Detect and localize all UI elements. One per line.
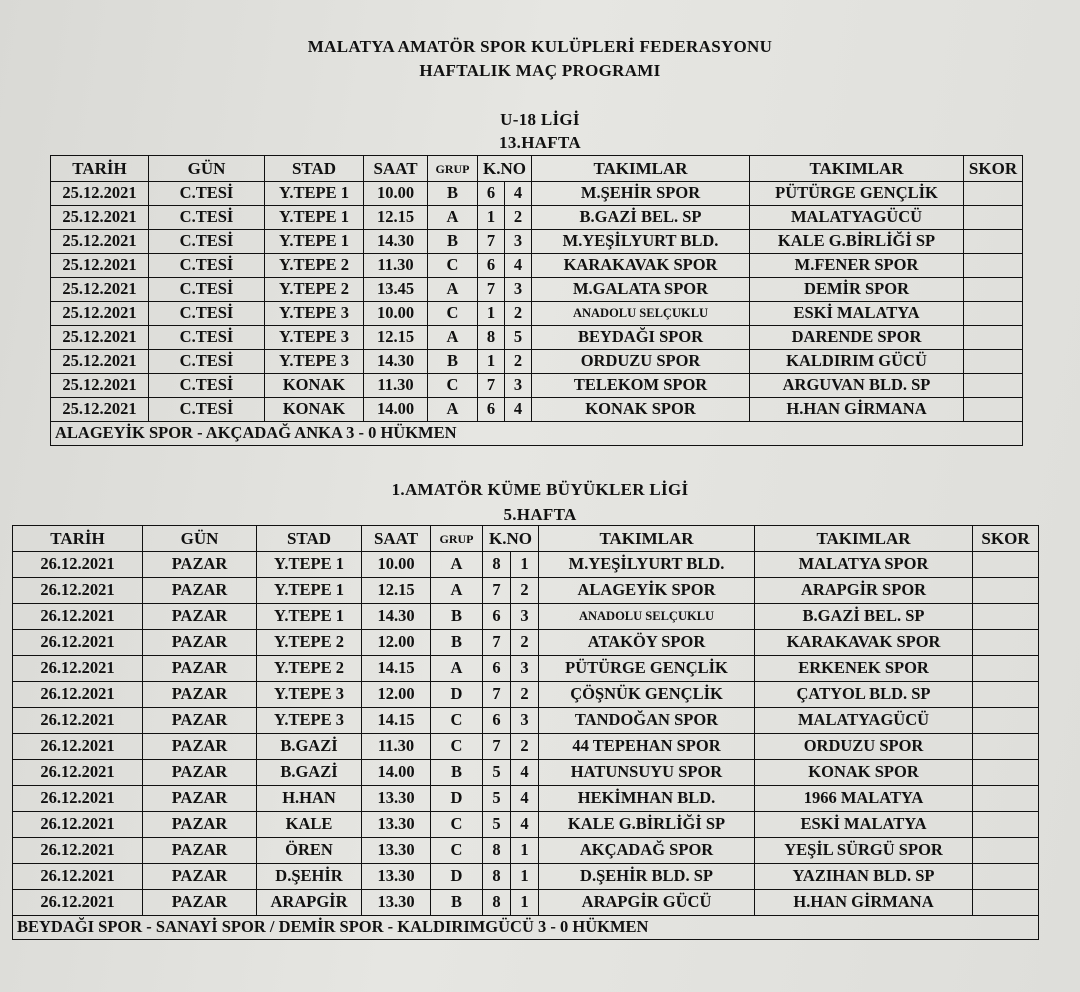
cell-group: B: [428, 182, 478, 206]
program-title: HAFTALIK MAÇ PROGRAMI: [419, 61, 661, 80]
cell-stadium: Y.TEPE 1: [265, 182, 364, 206]
cell-home-team: AKÇADAĞ SPOR: [539, 838, 755, 864]
cell-kno-a: 6: [478, 182, 505, 206]
cell-home-team: M.ŞEHİR SPOR: [532, 182, 750, 206]
cell-away-team: PÜTÜRGE GENÇLİK: [750, 182, 964, 206]
cell-away-team: H.HAN GİRMANA: [750, 398, 964, 422]
cell-score: [964, 302, 1023, 326]
cell-stadium: KONAK: [265, 398, 364, 422]
cell-away-team: KONAK SPOR: [755, 760, 973, 786]
match-row: [13, 630, 1039, 656]
cell-score: [973, 760, 1039, 786]
cell-kno-a: 6: [478, 398, 505, 422]
cell-time: 13.30: [362, 812, 431, 838]
u18-week-title: 13.HAFTA: [499, 133, 581, 152]
cell-score: [964, 374, 1023, 398]
col-takimlar-away: TAKIMLAR: [755, 526, 973, 552]
match-row: [13, 682, 1039, 708]
cell-kno-b: 3: [511, 708, 539, 734]
match-row: [13, 578, 1039, 604]
cell-day: PAZAR: [143, 682, 257, 708]
cell-stadium: ÖREN: [257, 838, 362, 864]
senior-header-row: [13, 526, 1039, 552]
cell-time: 10.00: [362, 552, 431, 578]
col-takimlar-home: TAKIMLAR: [532, 156, 750, 182]
cell-stadium: Y.TEPE 3: [265, 350, 364, 374]
cell-group: A: [428, 326, 478, 350]
cell-score: [973, 708, 1039, 734]
match-row: [13, 838, 1039, 864]
cell-kno-b: 3: [511, 604, 539, 630]
col-tarih: TARİH: [13, 526, 143, 552]
cell-date: 26.12.2021: [13, 682, 143, 708]
cell-score: [973, 890, 1039, 916]
match-row: [51, 302, 1023, 326]
cell-away-team: YAZIHAN BLD. SP: [755, 864, 973, 890]
cell-group: B: [431, 890, 483, 916]
cell-away-team: ORDUZU SPOR: [755, 734, 973, 760]
cell-day: C.TESİ: [149, 182, 265, 206]
cell-day: PAZAR: [143, 552, 257, 578]
cell-time: 12.15: [364, 326, 428, 350]
cell-kno-a: 7: [478, 278, 505, 302]
cell-score: [973, 656, 1039, 682]
cell-away-team: ARGUVAN BLD. SP: [750, 374, 964, 398]
cell-stadium: Y.TEPE 2: [257, 656, 362, 682]
cell-day: C.TESİ: [149, 254, 265, 278]
federation-title: MALATYA AMATÖR SPOR KULÜPLERİ FEDERASYONU: [307, 37, 773, 56]
cell-home-team: TANDOĞAN SPOR: [539, 708, 755, 734]
cell-stadium: Y.TEPE 1: [257, 578, 362, 604]
cell-stadium: Y.TEPE 3: [265, 326, 364, 350]
cell-home-team: ANADOLU SELÇUKLU: [532, 302, 750, 326]
cell-kno-b: 4: [511, 786, 539, 812]
cell-group: C: [431, 734, 483, 760]
cell-home-team: M.YEŞİLYURT BLD.: [532, 230, 750, 254]
cell-away-team: ARAPGİR SPOR: [755, 578, 973, 604]
cell-away-team: ÇATYOL BLD. SP: [755, 682, 973, 708]
cell-away-team: B.GAZİ BEL. SP: [755, 604, 973, 630]
cell-score: [973, 630, 1039, 656]
cell-away-team: MALATYA SPOR: [755, 552, 973, 578]
senior-league-title: 1.AMATÖR KÜME BÜYÜKLER LİGİ: [391, 480, 689, 499]
cell-stadium: Y.TEPE 3: [257, 708, 362, 734]
cell-kno-b: 2: [511, 682, 539, 708]
cell-home-team: ÇÖŞNÜK GENÇLİK: [539, 682, 755, 708]
col-gun: GÜN: [149, 156, 265, 182]
cell-date: 26.12.2021: [13, 708, 143, 734]
u18-league-title: U-18 LİGİ: [500, 110, 580, 129]
cell-group: A: [428, 278, 478, 302]
cell-kno-a: 8: [483, 864, 511, 890]
cell-date: 26.12.2021: [13, 734, 143, 760]
cell-date: 26.12.2021: [13, 604, 143, 630]
cell-score: [973, 682, 1039, 708]
cell-score: [973, 838, 1039, 864]
cell-group: D: [431, 682, 483, 708]
cell-group: C: [428, 374, 478, 398]
cell-group: A: [431, 656, 483, 682]
cell-group: A: [428, 206, 478, 230]
cell-time: 13.30: [362, 890, 431, 916]
cell-date: 26.12.2021: [13, 552, 143, 578]
cell-time: 12.15: [364, 206, 428, 230]
cell-kno-b: 3: [505, 374, 532, 398]
match-row: [51, 206, 1023, 230]
cell-score: [964, 326, 1023, 350]
u18-forfeit-note: ALAGEYİK SPOR - AKÇADAĞ ANKA 3 - 0 HÜKMEN: [51, 422, 1023, 446]
cell-time: 12.00: [362, 630, 431, 656]
cell-group: C: [428, 302, 478, 326]
cell-time: 14.00: [364, 398, 428, 422]
cell-group: C: [431, 812, 483, 838]
cell-time: 14.15: [362, 708, 431, 734]
cell-day: PAZAR: [143, 734, 257, 760]
cell-away-team: M.FENER SPOR: [750, 254, 964, 278]
cell-score: [964, 350, 1023, 374]
cell-home-team: KALE G.BİRLİĞİ SP: [539, 812, 755, 838]
match-row: [13, 604, 1039, 630]
match-row: [13, 890, 1039, 916]
col-skor: SKOR: [973, 526, 1039, 552]
col-kno: K.NO: [478, 156, 532, 182]
cell-stadium: ARAPGİR: [257, 890, 362, 916]
col-stad: STAD: [265, 156, 364, 182]
cell-group: C: [431, 838, 483, 864]
cell-home-team: KONAK SPOR: [532, 398, 750, 422]
u18-header-row: [51, 156, 1023, 182]
cell-score: [973, 864, 1039, 890]
col-saat: SAAT: [362, 526, 431, 552]
cell-kno-a: 1: [478, 206, 505, 230]
match-row: [13, 786, 1039, 812]
cell-kno-a: 8: [478, 326, 505, 350]
cell-group: D: [431, 786, 483, 812]
match-row: [51, 326, 1023, 350]
cell-score: [973, 786, 1039, 812]
cell-time: 13.30: [362, 864, 431, 890]
cell-kno-a: 6: [478, 254, 505, 278]
u18-rows: [51, 182, 1023, 422]
cell-stadium: Y.TEPE 2: [265, 278, 364, 302]
cell-group: B: [431, 760, 483, 786]
match-row: [13, 760, 1039, 786]
cell-date: 26.12.2021: [13, 578, 143, 604]
cell-kno-b: 2: [505, 302, 532, 326]
cell-home-team: B.GAZİ BEL. SP: [532, 206, 750, 230]
cell-kno-a: 7: [483, 682, 511, 708]
cell-stadium: B.GAZİ: [257, 734, 362, 760]
cell-score: [973, 552, 1039, 578]
cell-date: 25.12.2021: [51, 398, 149, 422]
cell-kno-a: 5: [483, 812, 511, 838]
cell-kno-a: 8: [483, 890, 511, 916]
match-row: [51, 398, 1023, 422]
u18-schedule-table: [50, 155, 1023, 446]
cell-kno-a: 7: [483, 630, 511, 656]
cell-kno-b: 1: [511, 890, 539, 916]
cell-home-team: 44 TEPEHAN SPOR: [539, 734, 755, 760]
cell-time: 11.30: [364, 254, 428, 278]
match-row: [51, 254, 1023, 278]
cell-date: 26.12.2021: [13, 864, 143, 890]
cell-home-team: TELEKOM SPOR: [532, 374, 750, 398]
col-takimlar-home: TAKIMLAR: [539, 526, 755, 552]
cell-stadium: Y.TEPE 1: [265, 206, 364, 230]
cell-day: PAZAR: [143, 656, 257, 682]
cell-kno-a: 1: [478, 350, 505, 374]
cell-kno-b: 2: [505, 350, 532, 374]
col-tarih: TARİH: [51, 156, 149, 182]
cell-kno-a: 7: [478, 374, 505, 398]
cell-kno-b: 1: [511, 552, 539, 578]
cell-home-team: ALAGEYİK SPOR: [539, 578, 755, 604]
senior-week-title: 5.HAFTA: [503, 505, 577, 524]
cell-day: PAZAR: [143, 864, 257, 890]
cell-kno-b: 4: [511, 812, 539, 838]
cell-time: 14.15: [362, 656, 431, 682]
cell-kno-b: 4: [505, 398, 532, 422]
match-row: [51, 278, 1023, 302]
cell-day: C.TESİ: [149, 302, 265, 326]
cell-kno-a: 5: [483, 786, 511, 812]
cell-score: [973, 604, 1039, 630]
cell-day: PAZAR: [143, 578, 257, 604]
cell-kno-b: 2: [511, 734, 539, 760]
cell-day: C.TESİ: [149, 326, 265, 350]
cell-date: 26.12.2021: [13, 890, 143, 916]
cell-kno-b: 4: [511, 760, 539, 786]
match-row: [51, 374, 1023, 398]
cell-day: PAZAR: [143, 760, 257, 786]
cell-date: 26.12.2021: [13, 812, 143, 838]
cell-stadium: Y.TEPE 1: [257, 604, 362, 630]
cell-date: 25.12.2021: [51, 206, 149, 230]
cell-kno-b: 3: [505, 278, 532, 302]
col-saat: SAAT: [364, 156, 428, 182]
match-row: [51, 350, 1023, 374]
cell-home-team: BEYDAĞI SPOR: [532, 326, 750, 350]
cell-home-team: PÜTÜRGE GENÇLİK: [539, 656, 755, 682]
cell-stadium: Y.TEPE 1: [257, 552, 362, 578]
cell-away-team: KALDIRIM GÜCÜ: [750, 350, 964, 374]
senior-rows: [13, 552, 1039, 916]
cell-time: 10.00: [364, 182, 428, 206]
senior-note-row: [13, 916, 1039, 940]
cell-away-team: ESKİ MALATYA: [750, 302, 964, 326]
match-row: [13, 708, 1039, 734]
cell-date: 25.12.2021: [51, 230, 149, 254]
cell-time: 13.45: [364, 278, 428, 302]
cell-away-team: MALATYAGÜCÜ: [755, 708, 973, 734]
cell-day: PAZAR: [143, 708, 257, 734]
cell-stadium: D.ŞEHİR: [257, 864, 362, 890]
cell-stadium: Y.TEPE 3: [257, 682, 362, 708]
cell-date: 26.12.2021: [13, 838, 143, 864]
cell-kno-a: 7: [483, 578, 511, 604]
cell-away-team: 1966 MALATYA: [755, 786, 973, 812]
cell-away-team: ESKİ MALATYA: [755, 812, 973, 838]
cell-kno-b: 3: [505, 230, 532, 254]
cell-group: B: [431, 604, 483, 630]
match-row: [13, 656, 1039, 682]
match-row: [51, 230, 1023, 254]
cell-away-team: DEMİR SPOR: [750, 278, 964, 302]
col-grup: GRUP: [428, 156, 478, 182]
cell-kno-a: 1: [478, 302, 505, 326]
cell-time: 13.30: [362, 838, 431, 864]
cell-away-team: KARAKAVAK SPOR: [755, 630, 973, 656]
cell-day: C.TESİ: [149, 206, 265, 230]
cell-kno-a: 6: [483, 708, 511, 734]
cell-home-team: ATAKÖY SPOR: [539, 630, 755, 656]
cell-time: 10.00: [364, 302, 428, 326]
cell-away-team: H.HAN GİRMANA: [755, 890, 973, 916]
cell-time: 11.30: [364, 374, 428, 398]
cell-group: A: [431, 552, 483, 578]
cell-score: [964, 230, 1023, 254]
u18-note-row: [51, 422, 1023, 446]
cell-score: [973, 578, 1039, 604]
cell-day: PAZAR: [143, 786, 257, 812]
cell-stadium: Y.TEPE 3: [265, 302, 364, 326]
cell-group: B: [428, 350, 478, 374]
match-row: [51, 182, 1023, 206]
cell-home-team: M.YEŞİLYURT BLD.: [539, 552, 755, 578]
cell-stadium: Y.TEPE 1: [265, 230, 364, 254]
cell-kno-b: 4: [505, 182, 532, 206]
match-row: [13, 552, 1039, 578]
cell-kno-a: 7: [478, 230, 505, 254]
cell-time: 14.30: [364, 230, 428, 254]
cell-home-team: D.ŞEHİR BLD. SP: [539, 864, 755, 890]
cell-day: C.TESİ: [149, 398, 265, 422]
cell-date: 25.12.2021: [51, 350, 149, 374]
cell-day: PAZAR: [143, 838, 257, 864]
cell-stadium: Y.TEPE 2: [265, 254, 364, 278]
cell-away-team: KALE G.BİRLİĞİ SP: [750, 230, 964, 254]
cell-score: [973, 812, 1039, 838]
cell-kno-b: 2: [505, 206, 532, 230]
match-row: [13, 734, 1039, 760]
cell-stadium: KALE: [257, 812, 362, 838]
cell-group: C: [428, 254, 478, 278]
cell-score: [973, 734, 1039, 760]
senior-schedule-table: [12, 525, 1039, 940]
cell-date: 26.12.2021: [13, 630, 143, 656]
cell-group: A: [431, 578, 483, 604]
cell-day: C.TESİ: [149, 230, 265, 254]
cell-group: D: [431, 864, 483, 890]
cell-score: [964, 254, 1023, 278]
cell-kno-b: 1: [511, 864, 539, 890]
col-skor: SKOR: [964, 156, 1023, 182]
cell-score: [964, 398, 1023, 422]
cell-time: 14.30: [364, 350, 428, 374]
cell-kno-a: 6: [483, 604, 511, 630]
cell-date: 25.12.2021: [51, 302, 149, 326]
cell-time: 13.30: [362, 786, 431, 812]
cell-day: PAZAR: [143, 630, 257, 656]
cell-kno-b: 2: [511, 630, 539, 656]
cell-group: A: [428, 398, 478, 422]
cell-away-team: ERKENEK SPOR: [755, 656, 973, 682]
cell-kno-a: 8: [483, 552, 511, 578]
cell-kno-b: 3: [511, 656, 539, 682]
cell-day: PAZAR: [143, 812, 257, 838]
cell-stadium: B.GAZİ: [257, 760, 362, 786]
cell-kno-a: 6: [483, 656, 511, 682]
cell-home-team: HEKİMHAN BLD.: [539, 786, 755, 812]
cell-group: B: [428, 230, 478, 254]
cell-group: B: [431, 630, 483, 656]
cell-away-team: YEŞİL SÜRGÜ SPOR: [755, 838, 973, 864]
cell-stadium: KONAK: [265, 374, 364, 398]
cell-away-team: DARENDE SPOR: [750, 326, 964, 350]
cell-day: PAZAR: [143, 890, 257, 916]
cell-home-team: ARAPGİR GÜCÜ: [539, 890, 755, 916]
cell-date: 25.12.2021: [51, 182, 149, 206]
cell-kno-a: 8: [483, 838, 511, 864]
cell-time: 14.00: [362, 760, 431, 786]
cell-kno-b: 4: [505, 254, 532, 278]
col-takimlar-away: TAKIMLAR: [750, 156, 964, 182]
cell-home-team: ANADOLU SELÇUKLU: [539, 604, 755, 630]
cell-date: 26.12.2021: [13, 786, 143, 812]
cell-kno-b: 1: [511, 838, 539, 864]
cell-score: [964, 206, 1023, 230]
col-gun: GÜN: [143, 526, 257, 552]
col-stad: STAD: [257, 526, 362, 552]
cell-time: 14.30: [362, 604, 431, 630]
cell-date: 25.12.2021: [51, 278, 149, 302]
cell-kno-a: 7: [483, 734, 511, 760]
cell-home-team: HATUNSUYU SPOR: [539, 760, 755, 786]
cell-group: C: [431, 708, 483, 734]
cell-time: 11.30: [362, 734, 431, 760]
match-row: [13, 864, 1039, 890]
cell-score: [964, 278, 1023, 302]
cell-home-team: KARAKAVAK SPOR: [532, 254, 750, 278]
cell-away-team: MALATYAGÜCÜ: [750, 206, 964, 230]
cell-date: 26.12.2021: [13, 656, 143, 682]
cell-time: 12.00: [362, 682, 431, 708]
cell-score: [964, 182, 1023, 206]
cell-kno-a: 5: [483, 760, 511, 786]
cell-home-team: M.GALATA SPOR: [532, 278, 750, 302]
cell-date: 25.12.2021: [51, 254, 149, 278]
cell-day: C.TESİ: [149, 374, 265, 398]
cell-day: PAZAR: [143, 604, 257, 630]
cell-kno-b: 5: [505, 326, 532, 350]
cell-kno-b: 2: [511, 578, 539, 604]
cell-day: C.TESİ: [149, 278, 265, 302]
col-kno: K.NO: [483, 526, 539, 552]
cell-date: 25.12.2021: [51, 374, 149, 398]
senior-forfeit-note: BEYDAĞI SPOR - SANAYİ SPOR / DEMİR SPOR - KALDIRIMGÜCÜ 3 - 0 HÜKMEN: [13, 916, 1039, 940]
match-row: [13, 812, 1039, 838]
cell-day: C.TESİ: [149, 350, 265, 374]
col-grup: GRUP: [431, 526, 483, 552]
cell-stadium: Y.TEPE 2: [257, 630, 362, 656]
cell-date: 26.12.2021: [13, 760, 143, 786]
cell-date: 25.12.2021: [51, 326, 149, 350]
cell-home-team: ORDUZU SPOR: [532, 350, 750, 374]
cell-time: 12.15: [362, 578, 431, 604]
cell-stadium: H.HAN: [257, 786, 362, 812]
